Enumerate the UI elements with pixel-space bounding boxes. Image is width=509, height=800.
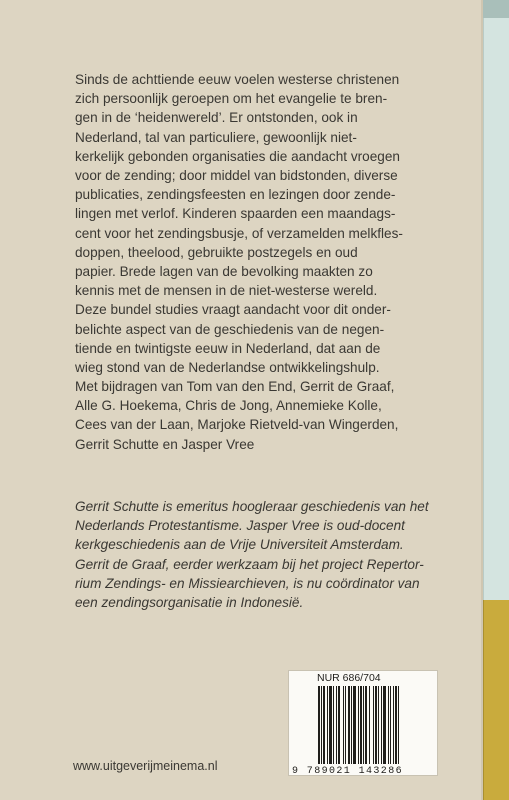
blurb-line: doppen, theelood, gebruikte postzegels en oud (75, 244, 358, 260)
barcode-bar (348, 686, 350, 764)
author-bio-paragraph (75, 497, 431, 612)
blurb-line: Sinds de achttiende eeuw voelen westerse christenen (75, 72, 400, 87)
blurb-line: belichte aspect van de geschiedenis van de negen- (75, 321, 385, 337)
barcode-bar (345, 686, 346, 764)
blurb-line: voor de zending; door middel van bidstonden, diverse (75, 168, 398, 184)
spine-top-edge (483, 0, 509, 18)
barcode-bar (381, 686, 382, 764)
barcode-bar (333, 686, 334, 764)
blurb-line: papier. Brede lagen van de bevolking maakten zo (75, 264, 373, 280)
blurb-line: tiende en twintigste eeuw in Nederland, dat aan de (75, 340, 381, 356)
bio-line: een zendingsorganisatie in Indonesië. (75, 595, 304, 611)
barcode-bar (375, 686, 377, 764)
blurb-line: zich persoonlijk geroepen om het evangelie te bren- (75, 91, 388, 107)
barcode-bar (395, 686, 397, 764)
isbn-barcode (318, 686, 428, 766)
barcode-bar (353, 686, 356, 764)
contributors-line: Alle G. Hoekema, Chris de Jong, Annemieke Kolle, (75, 398, 382, 414)
contributors-line: Met bijdragen van Tom van den End, Gerrit de Graaf, (75, 379, 395, 394)
contributors-paragraph (75, 377, 431, 454)
barcode-bar (343, 686, 344, 764)
blurb-line: lingen met verlof. Kinderen spaarden een maandags- (75, 206, 396, 222)
barcode-bar (398, 686, 399, 764)
contributors-line: Cees van der Laan, Marjoke Rietveld-van Wingerden, (75, 417, 399, 433)
barcode-bar (329, 686, 332, 764)
bio-line: Gerrit Schutte is emeritus hoogleraar geschiedenis van het (75, 499, 429, 514)
barcode-bar (360, 686, 362, 764)
bio-line: Gerrit de Graaf, eerder werkzaam bij het project Repertor- (75, 556, 424, 572)
blurb-line: wieg stond van de Nederlandse ontwikkelingshulp. (75, 360, 380, 376)
barcode-bar (365, 686, 367, 764)
blurb-line: publicaties, zendingsfeesten en lezingen door zende- (75, 187, 396, 203)
barcode-bar (388, 686, 389, 764)
barcode-bar (323, 686, 325, 764)
barcode-bar (363, 686, 364, 764)
spine-gold-band (483, 600, 509, 800)
barcode-bar (373, 686, 374, 764)
barcode-bar (351, 686, 352, 764)
publisher-website: www.uitgeverijmeinema.nl (73, 759, 218, 773)
blurb-line: gen in de ‘heidenwereld’. Er ontstonden, ook in (75, 110, 358, 126)
barcode-bar (383, 686, 386, 764)
blurb-line: Nederland, tal van particuliere, gewoonlijk niet- (75, 129, 357, 145)
barcode-bar (327, 686, 328, 764)
blurb-line: cent voor het zendingsbusje, of verzamelden melkfles- (75, 225, 403, 241)
barcode-bar (338, 686, 340, 764)
barcode-bar (378, 686, 379, 764)
contributors-line: Gerrit Schutte en Jasper Vree (75, 436, 255, 452)
barcode-bar (369, 686, 370, 764)
blurb-line: Deze bundel studies vraagt aandacht voor dit onder- (75, 302, 391, 318)
barcode-bar (321, 686, 322, 764)
blurb-paragraph (75, 70, 431, 377)
barcode-bar (318, 686, 320, 764)
barcode-bar (336, 686, 337, 764)
blurb-line: kennis met de mensen in de niet-westerse wereld. (75, 283, 378, 299)
barcode-bar (358, 686, 359, 764)
spine-light-band (483, 0, 509, 600)
barcode-bar (393, 686, 394, 764)
isbn-digits: 9 789021 143286 (292, 766, 404, 777)
barcode-bar (390, 686, 391, 764)
nur-code: NUR 686/704 (317, 672, 381, 684)
bio-line: kerkgeschiedenis aan de Vrije Universiteit Amsterdam. (75, 537, 404, 553)
bio-line: Nederlands Protestantisme. Jasper Vree is oud-docent (75, 518, 405, 534)
blurb-line: kerkelijk gebonden organisaties die aandacht vroegen (75, 148, 400, 164)
bio-line: rium Zendings- en Missiearchieven, is nu coördinator van (75, 575, 420, 591)
